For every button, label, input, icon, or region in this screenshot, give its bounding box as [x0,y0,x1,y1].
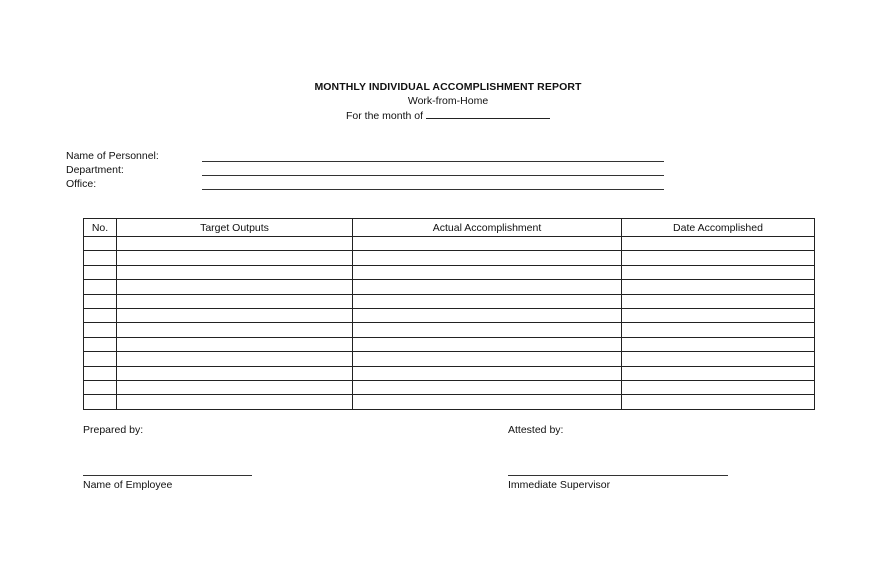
table-row [84,280,815,294]
cell-date-accomplished[interactable] [622,237,815,251]
table-row [84,237,815,251]
employee-signature-line[interactable] [83,475,252,476]
cell-target-output[interactable] [117,337,353,351]
month-field [346,108,550,122]
office-label: Office: [66,178,97,190]
table-row [84,323,815,337]
cell-actual-accomplishment[interactable] [353,323,622,337]
cell-no[interactable] [84,251,117,265]
cell-target-output[interactable] [117,308,353,322]
cell-target-output[interactable] [117,352,353,366]
office-line[interactable] [202,189,664,190]
month-label: For the month of [346,110,424,122]
name-of-employee-label: Name of Employee [83,479,173,491]
table-row [84,294,815,308]
cell-no[interactable] [84,308,117,322]
column-header-no: No. [84,219,117,237]
cell-actual-accomplishment[interactable] [353,380,622,394]
report-title: MONTHLY INDIVIDUAL ACCOMPLISHMENT REPORT [314,81,582,93]
supervisor-signature-line[interactable] [508,475,728,476]
table-header-row [84,219,815,237]
cell-actual-accomplishment[interactable] [353,237,622,251]
cell-date-accomplished[interactable] [622,352,815,366]
name-of-personnel-label: Name of Personnel: [66,150,159,162]
table-row [84,352,815,366]
cell-target-output[interactable] [117,366,353,380]
cell-date-accomplished[interactable] [622,308,815,322]
cell-target-output[interactable] [117,323,353,337]
cell-target-output[interactable] [117,265,353,279]
cell-actual-accomplishment[interactable] [353,308,622,322]
name-of-personnel-line[interactable] [202,161,664,162]
table-row [84,380,815,394]
cell-actual-accomplishment[interactable] [353,265,622,279]
column-header-actual-accomplishment: Actual Accomplishment [353,219,622,237]
cell-actual-accomplishment[interactable] [353,280,622,294]
report-subtitle: Work-from-Home [407,95,489,107]
table-row [84,308,815,322]
cell-actual-accomplishment[interactable] [353,366,622,380]
immediate-supervisor-label: Immediate Supervisor [508,479,611,491]
cell-date-accomplished[interactable] [622,323,815,337]
table-row [84,337,815,351]
cell-no[interactable] [84,395,117,409]
cell-target-output[interactable] [117,294,353,308]
cell-no[interactable] [84,366,117,380]
cell-actual-accomplishment[interactable] [353,294,622,308]
accomplishment-table [83,218,815,410]
cell-date-accomplished[interactable] [622,265,815,279]
cell-actual-accomplishment[interactable] [353,352,622,366]
column-header-target-outputs: Target Outputs [117,219,353,237]
cell-date-accomplished[interactable] [622,294,815,308]
department-line[interactable] [202,175,664,176]
cell-actual-accomplishment[interactable] [353,251,622,265]
cell-date-accomplished[interactable] [622,380,815,394]
prepared-by-label: Prepared by: [83,424,144,436]
table-row [84,265,815,279]
cell-target-output[interactable] [117,237,353,251]
cell-actual-accomplishment[interactable] [353,395,622,409]
cell-target-output[interactable] [117,380,353,394]
table-row [84,251,815,265]
cell-date-accomplished[interactable] [622,366,815,380]
cell-no[interactable] [84,237,117,251]
table-body [84,237,815,410]
cell-target-output[interactable] [117,395,353,409]
cell-no[interactable] [84,323,117,337]
table-row [84,366,815,380]
month-blank-line[interactable] [426,108,550,119]
cell-no[interactable] [84,265,117,279]
cell-no[interactable] [84,352,117,366]
cell-date-accomplished[interactable] [622,280,815,294]
cell-no[interactable] [84,280,117,294]
column-header-date-accomplished: Date Accomplished [622,219,815,237]
cell-target-output[interactable] [117,280,353,294]
cell-no[interactable] [84,337,117,351]
cell-actual-accomplishment[interactable] [353,337,622,351]
cell-date-accomplished[interactable] [622,395,815,409]
cell-date-accomplished[interactable] [622,337,815,351]
attested-by-label: Attested by: [508,424,564,436]
cell-no[interactable] [84,294,117,308]
cell-date-accomplished[interactable] [622,251,815,265]
department-label: Department: [66,164,124,176]
cell-target-output[interactable] [117,251,353,265]
cell-no[interactable] [84,380,117,394]
table-row [84,395,815,409]
